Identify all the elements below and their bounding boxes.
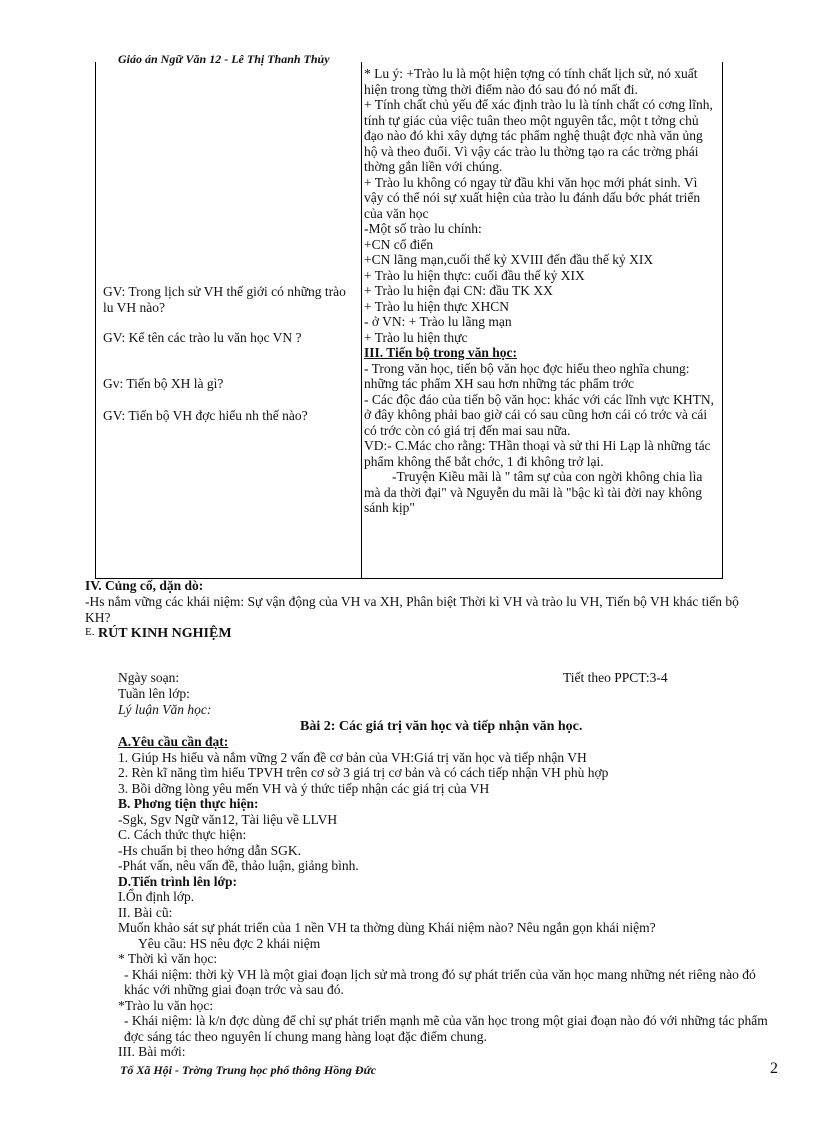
question-2: GV: Kể tên các trào lu văn học VN ? <box>103 330 302 345</box>
page-footer: Tổ Xã Hội - Trờng Trung học phổ thông Hồng Đức <box>120 1063 377 1077</box>
list-item: + Trào lu hiện thực: cuối đầu thế kỷ XIX <box>364 267 585 283</box>
paragraph: Muốn khảo sát sự phát triển của 1 nền VH ta thờng dùng Khái niệm nào? Nêu ngắn gọn khái niệm? <box>118 920 656 935</box>
question-1: GV: Trong lịch sử VH thế giới có những trào lu VH nào? <box>103 284 346 315</box>
list-item: +CN lãng mạn,cuối thế kỷ XVIII đến đầu thế kỷ XIX <box>364 252 654 267</box>
list-item: + Trào lu hiện đại CN: đầu TK XX <box>364 283 553 298</box>
list-item: 3. Bồi dỡng lòng yêu mến VH và ý thức tiếp nhận các giá trị của VH <box>118 780 490 796</box>
right-column <box>364 66 716 516</box>
page-number: 2 <box>770 1060 778 1077</box>
section-c-title: C. Cách thức thực hiện: <box>118 827 247 842</box>
section-4-text: -Hs nắm vững các khái niệm: Sự vận động của VH va XH, Phân biệt Thời kì VH và trào lu VH, Tiến bộ VH khác tiến bộ KH? <box>85 594 739 625</box>
section-d-title: D.Tiến trình lên lớp: <box>118 873 237 889</box>
list-item: *Trào lu văn học: <box>118 997 214 1013</box>
paragraph: - Khái niệm: thời kỳ VH là một giai đoạn lịch sử mà trong đó sự phát triển của văn học mang những nét riêng nào đó khác với những giai đoạn trớc và sau đó. <box>124 966 756 997</box>
paragraph: - Trong văn học, tiến bộ văn học đợc hiểu theo nghĩa chung: những tác phẩm XH sau hơn những tác phẩm trớc <box>364 360 690 391</box>
question-4: GV: Tiến bộ VH đợc hiểu nh thế nào? <box>103 408 308 423</box>
tuan-len-lop: Tuần lên lớp: <box>118 686 190 701</box>
lesson-title: Bài 2: Các giá trị văn học và tiếp nhận văn học. <box>300 719 583 734</box>
ngay-soan: Ngày soạn: <box>118 670 180 685</box>
paragraph: - Khái niệm: là k/n đợc dùng để chỉ sự phát triển mạnh mẽ của văn học trong một giai đoạn nào đó với những tác phẩm đợc sáng tác theo nguyên lí chung mang hàng loạt đặc điểm chung. <box>124 1013 768 1044</box>
tiet-ppct: Tiết theo PPCT:3-4 <box>563 670 668 685</box>
column-divider <box>361 62 362 578</box>
section-5-letter: E. <box>85 626 95 638</box>
list-item: * Thời kì văn học: <box>118 951 218 966</box>
page-header: Giáo án Ngữ Văn 12 - Lê Thị Thanh Thủy <box>118 52 330 66</box>
list-item: -Phát vấn, nêu vấn đề, thảo luận, giảng bình. <box>118 858 359 873</box>
list-item: III. Bài mới: <box>118 1044 186 1059</box>
question-3: Gv: Tiến bộ XH là gì? <box>103 376 224 391</box>
section-a-title: A.Yêu cầu cần đạt: <box>118 734 229 749</box>
section-5-title: RÚT KINH NGHIỆM <box>98 626 232 641</box>
list-item: -Hs chuẩn bị theo hớng dẫn SGK. <box>118 842 301 858</box>
list-item: + Trào lu hiện thực <box>364 329 468 345</box>
paragraph: -Truyện Kiều mãi là " tâm sự của con ngời không chia lìa mà da thời đại" và Nguyễn du mãi là "bậc kì tài đời nay không sánh kịp" <box>364 469 703 515</box>
note-paragraph: * Lu ý: +Trào lu là một hiện tợng có tính chất lịch sử, nó xuất hiện trong từng thời điểm nào đó sau đó nó mất đi. <box>364 66 698 97</box>
paragraph: Yêu cầu: HS nêu đợc 2 khái niệm <box>138 935 321 951</box>
list-item: -Sgk, Sgv Ngữ văn12, Tài liệu về LLVH <box>118 811 338 827</box>
paragraph: + Trào lu không có ngay từ đầu khi văn học mới phát sinh. Vì vậy có thể nói sự xuất hiện của trào lu đánh dấu bớc phát triển của văn học <box>364 174 701 221</box>
list-item: -Một số trào lu chính: <box>364 221 482 236</box>
section-heading: III. Tiến bộ trong văn học: <box>364 345 518 360</box>
section-4-title: IV. Củng cố, dặn dò: <box>85 578 204 593</box>
list-item: 2. Rèn kĩ năng tìm hiểu TPVH trên cơ sở 3 giá trị cơ bản và có cách tiếp nhận VH phù hợp <box>118 765 609 780</box>
paragraph: + Tính chất chủ yếu để xác định trào lu là tính chất có cơng lĩnh, tính tự giác của việc tuân theo một nguyên tắc, một t tởng chủ đạo nào đó khi xây dựng tác phẩm nghệ thuật đợc nhà văn ủng hộ và theo đuổi. Vì vậy các trào lu thờng tạo ra các trờng phái thờng gắn liền với chúng. <box>364 97 713 174</box>
list-item: 1. Giúp Hs hiểu và nắm vững 2 vấn đề cơ bản của VH:Giá trị văn học và tiếp nhận VH <box>118 749 587 765</box>
paragraph: - Các độc đáo của tiến bộ văn học: khác với các lĩnh vực KHTN, ở đây không phải bao giờ cái có sau cũng hơn cái có trớc và cái có trớc còn có giá trị đến mai sau nữa. <box>364 391 714 438</box>
list-item: + Trào lu hiện thực XHCN <box>364 298 510 314</box>
lesson-body <box>118 734 778 1060</box>
section-b-title: B. Phơng tiện thực hiện: <box>118 796 259 811</box>
ly-luan-label: Lý luận Văn học: <box>118 702 212 717</box>
list-item: II. Bài cũ: <box>118 904 173 920</box>
list-item: +CN cổ điển <box>364 236 434 252</box>
list-item: - ở VN: + Trào lu lãng mạn <box>364 314 512 329</box>
list-item: I.Ổn định lớp. <box>118 889 195 904</box>
paragraph: VD:- C.Mác cho rằng: THần thoại và sử thi Hi Lạp là những tác phẩm không thể bắt chớc, 1 đi không trở lại. <box>364 438 711 469</box>
